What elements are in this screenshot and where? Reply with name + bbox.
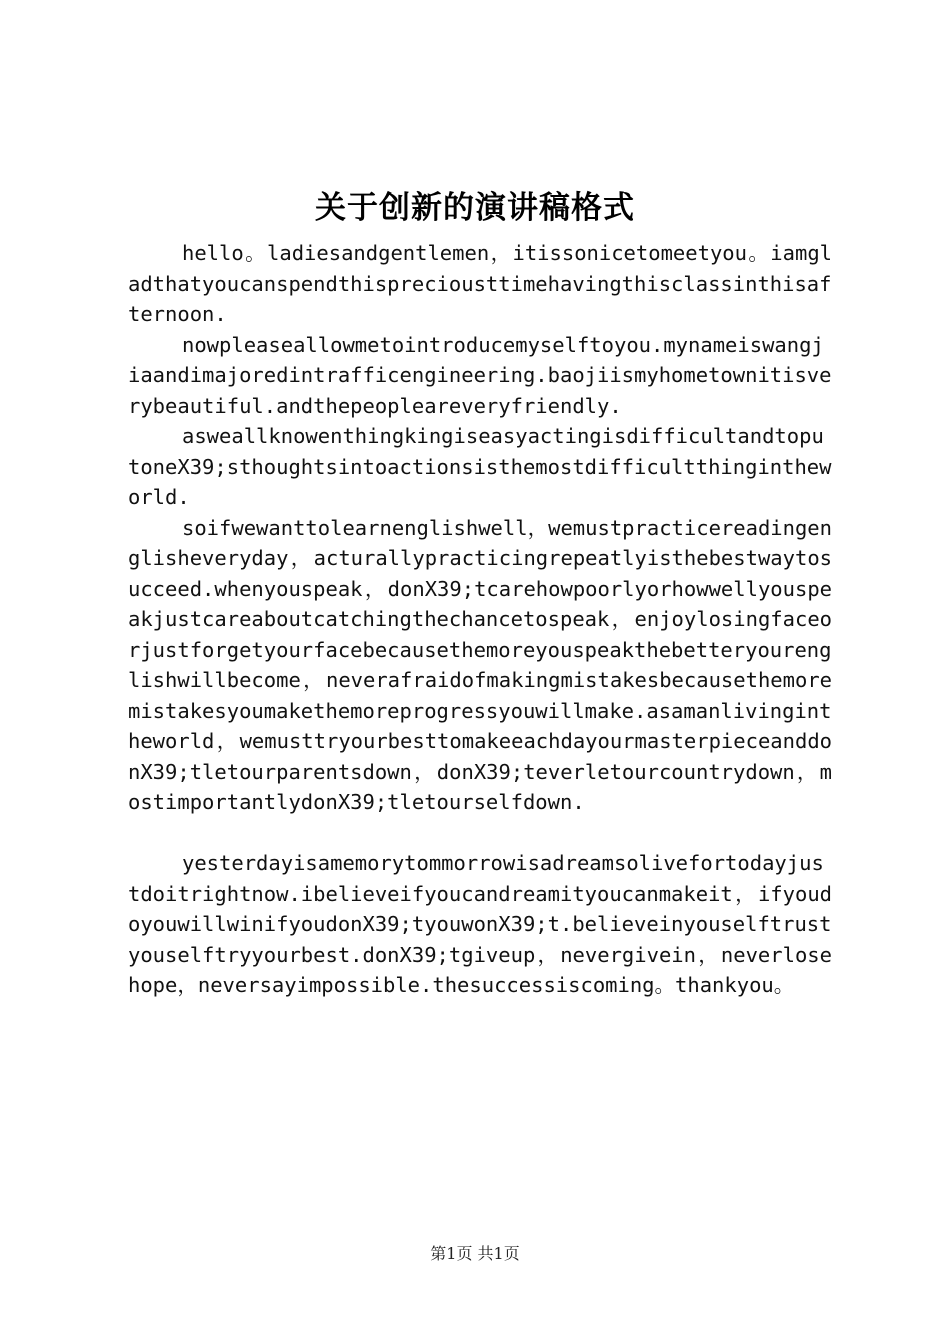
document-title: 关于创新的演讲稿格式 <box>315 190 635 226</box>
paragraph-practice: soifwewanttolearnenglishwell，wemustpracticereadingenglisheveryday，acturallypracticingrepeatlyisthebestwaytosucceed.whenyouspeak，donX39;tcarehowpoorlyorhowwellyouspeakjustcareaboutcatchingthechancetospeak，enjoylosingfaceorjustforgetyourfacebecausethemoreyouspeakthebetteryourenglishwillbecome，neverafraidofmakingmistakesbecausethemoremistakesyoumakethemoreprogressyouwillmake.asamanlivingintheworld，wemusttryourbesttomakeeachdayourmasterpieceanddonX39;tletourparentsdown，donX39;teverletourcountrydown，mostimportantlydonX39;tletourselfdown. <box>128 515 832 814</box>
paragraph-greeting: hello。ladiesandgentlemen，itissonicetomeetyou。iamgladthatyoucanspendthispreciousttimehavingthisclassinthisafternoon. <box>128 241 832 326</box>
paragraph-closing: yesterdayisamemorytommorrowisadreamsolivefortodayjustdoitrightnow.ibelieveifyoucandreamityoucanmakeit，ifyoudoyouwillwinifyoudonX39;tyouwonX39;t.believeinyouselftrustyouselftryyourbest.donX39;tgiveup，nevergivein，neverlosehope，neversayimpossible.thesuccessiscoming。thankyou。 <box>128 851 832 997</box>
document-body <box>128 238 832 1001</box>
page-number-footer: 第1页 共1页 <box>430 1244 520 1263</box>
paragraph-thinking-acting: asweallknowenthingkingiseasyactingisdifficultandtoputoneX39;sthoughtsintoactionsisthemostdifficultthingintheworld. <box>128 424 832 509</box>
paragraph-introduction: nowpleaseallowmetointroducemyselftoyou.mynameiswangjiaandimajoredintrafficengineering.baojiismyhometownitisverybeautiful.andthepeopleareveryfriendly. <box>128 332 832 418</box>
